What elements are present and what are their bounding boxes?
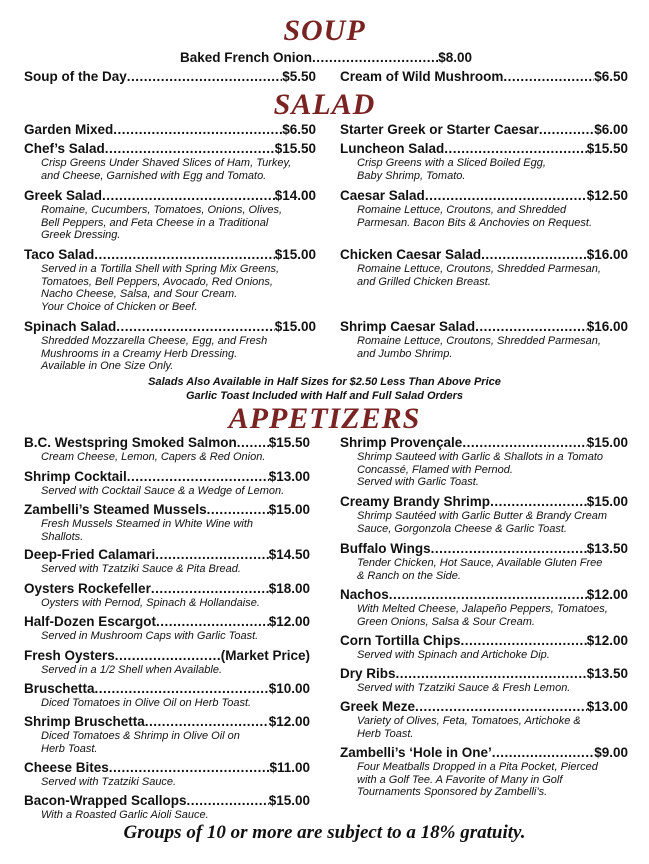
item-name: Buffalo Wings bbox=[340, 541, 431, 556]
item-price: $12.50 bbox=[586, 188, 628, 203]
soup-of-the-day bbox=[24, 69, 316, 85]
app-steamed-mussels bbox=[24, 502, 310, 543]
item-name: Shrimp Cocktail bbox=[24, 469, 127, 484]
item-description: Diced Tomatoes & Shrimp in Olive Oil on Herb Toast. bbox=[41, 730, 240, 755]
item-price: $9.00 bbox=[594, 745, 628, 760]
item-name: Zambelli’s ‘Hole in One’ bbox=[340, 745, 492, 760]
salad-chefs-salad bbox=[24, 141, 316, 182]
item-name: Nachos bbox=[340, 587, 389, 602]
salad-caesar-salad bbox=[340, 188, 628, 229]
item-price: $12.00 bbox=[268, 614, 310, 629]
item-price: $6.00 bbox=[594, 122, 628, 137]
app-greek-meze bbox=[340, 699, 628, 740]
item-name: Starter Greek or Starter Caesar bbox=[340, 122, 539, 137]
item-description: Served with Tzatziki Sauce & Pita Bread. bbox=[41, 563, 241, 575]
app-shrimp-provencale bbox=[340, 435, 628, 489]
item-description: Crisp Greens with a Sliced Boiled Egg, Baby Shrimp, Tomato. bbox=[357, 157, 546, 182]
soup-title: SOUP bbox=[283, 14, 366, 47]
item-description: Variety of Olives, Feta, Tomatoes, Artichoke & Herb Toast. bbox=[357, 715, 581, 740]
salad-title: SALAD bbox=[273, 88, 376, 121]
item-price: $12.00 bbox=[268, 714, 310, 729]
item-name: Fresh Oysters bbox=[24, 648, 115, 663]
salad-spinach-salad bbox=[24, 319, 316, 373]
item-description: Romaine Lettuce, Croutons, and Shredded Parmesan. Bacon Bits & Anchovies on Request. bbox=[357, 204, 592, 229]
item-price: $14.00 bbox=[274, 188, 316, 203]
app-cheese-bites bbox=[24, 760, 310, 789]
soup-baked-french-onion bbox=[180, 50, 472, 66]
item-price: $15.00 bbox=[268, 502, 310, 517]
item-description: Shredded Mozzarella Cheese, Egg, and Fresh Mushrooms in a Creamy Herb Dressing. Available in One Size Only. bbox=[41, 335, 268, 372]
salad-garlic-toast-note: Garlic Toast Included with Half and Full Salad Orders bbox=[185, 390, 464, 402]
gratuity-footer: Groups of 10 or more are subject to a 18% gratuity. bbox=[123, 822, 526, 843]
app-dry-ribs bbox=[340, 666, 628, 695]
item-name: Baked French Onion bbox=[180, 50, 313, 65]
item-description: Served with Tzatziki Sauce & Fresh Lemon. bbox=[357, 682, 571, 694]
item-name: Bacon-Wrapped Scallops bbox=[24, 793, 187, 808]
item-description: With Melted Cheese, Jalapeño Peppers, Tomatoes, Green Onions, Salsa & Sour Cream. bbox=[357, 603, 608, 628]
item-name: Taco Salad bbox=[24, 247, 95, 262]
item-price: $15.00 bbox=[274, 319, 316, 334]
app-deep-fried-calamari bbox=[24, 547, 310, 576]
item-name: Cheese Bites bbox=[24, 760, 109, 775]
item-description: Crisp Greens Under Shaved Slices of Ham, Turkey, and Cheese, Garnished with Egg and Tomato. bbox=[41, 157, 292, 182]
item-price: $12.00 bbox=[586, 633, 628, 648]
item-price: $15.00 bbox=[586, 494, 628, 509]
item-name: Shrimp Bruschetta bbox=[24, 714, 145, 729]
item-price: $6.50 bbox=[594, 69, 628, 84]
item-description: Served with Spinach and Artichoke Dip. bbox=[357, 649, 550, 661]
item-name: Greek Meze bbox=[340, 699, 416, 714]
salad-luncheon-salad bbox=[340, 141, 628, 182]
item-description: Served in a 1/2 Shell when Available. bbox=[41, 664, 223, 676]
item-description: Romaine, Cucumbers, Tomatoes, Onions, Olives, Bell Peppers, and Feta Cheese in a Traditional Greek Dressing. bbox=[41, 204, 283, 241]
app-hole-in-one bbox=[340, 745, 628, 799]
item-description: Served with Cocktail Sauce & a Wedge of Lemon. bbox=[41, 485, 285, 497]
item-price: $10.00 bbox=[268, 681, 310, 696]
item-description: Four Meatballs Dropped in a Pita Pocket, Pierced with a Golf Tee. A Favorite of Many in Golf Tournaments Sponsored by Zambelli’s. bbox=[357, 761, 598, 798]
item-description: Served in a Tortilla Shell with Spring Mix Greens, Tomatoes, Bell Peppers, Avocado, Red Onions, Nacho Cheese, Salsa, and Sour Cream. Your Choice of Chicken or Beef. bbox=[41, 263, 280, 313]
item-description: Diced Tomatoes in Olive Oil on Herb Toast. bbox=[41, 697, 252, 709]
item-name: Shrimp Caesar Salad bbox=[340, 319, 476, 334]
item-name: Deep-Fried Calamari bbox=[24, 547, 156, 562]
item-name: Half-Dozen Escargot bbox=[24, 614, 157, 629]
item-price: $15.00 bbox=[268, 793, 310, 808]
item-price: $11.00 bbox=[269, 760, 310, 775]
item-price: $16.00 bbox=[586, 247, 628, 262]
item-price: $15.50 bbox=[268, 435, 310, 450]
item-price: $13.50 bbox=[586, 541, 628, 556]
item-name: Spinach Salad bbox=[24, 319, 117, 334]
app-half-dozen-escargot bbox=[24, 614, 310, 643]
salad-shrimp-caesar bbox=[340, 319, 628, 360]
item-description: Fresh Mussels Steamed in White Wine with Shallots. bbox=[41, 518, 254, 543]
item-description: Cream Cheese, Lemon, Capers & Red Onion. bbox=[41, 451, 266, 463]
salad-greek-salad bbox=[24, 188, 316, 242]
item-name: Cream of Wild Mushroom bbox=[340, 69, 504, 84]
app-nachos bbox=[340, 587, 628, 628]
app-shrimp-bruschetta bbox=[24, 714, 310, 755]
item-price: $6.50 bbox=[282, 122, 316, 137]
item-name: Creamy Brandy Shrimp bbox=[340, 494, 491, 509]
soup-cream-of-wild-mushroom bbox=[340, 69, 628, 85]
item-price: $18.00 bbox=[268, 581, 310, 596]
item-price: $16.00 bbox=[586, 319, 628, 334]
salad-half-size-note: Salads Also Available in Half Sizes for $2.50 Less Than Above Price bbox=[148, 376, 501, 388]
app-fresh-oysters bbox=[24, 648, 310, 677]
item-name: Luncheon Salad bbox=[340, 141, 445, 156]
item-description: Romaine Lettuce, Croutons, Shredded Parmesan, and Jumbo Shrimp. bbox=[357, 335, 601, 360]
item-name: Greek Salad bbox=[24, 188, 103, 203]
item-price: $15.00 bbox=[274, 247, 316, 262]
item-price: $13.00 bbox=[268, 469, 310, 484]
item-name: Garden Mixed bbox=[24, 122, 114, 137]
item-price: $13.50 bbox=[586, 666, 628, 681]
salad-taco-salad bbox=[24, 247, 316, 313]
item-name: Chef’s Salad bbox=[24, 141, 105, 156]
item-price: $13.00 bbox=[586, 699, 628, 714]
item-description: Romaine Lettuce, Croutons, Shredded Parmesan, and Grilled Chicken Breast. bbox=[357, 263, 601, 288]
item-name: Zambelli’s Steamed Mussels bbox=[24, 502, 207, 517]
item-price: $12.00 bbox=[586, 587, 628, 602]
salad-starter-greek-caesar bbox=[340, 122, 628, 138]
item-description: Shrimp Sautéed with Garlic Butter & Brandy Cream Sauce, Gorgonzola Cheese & Garlic Toast. bbox=[357, 510, 608, 535]
item-name: Chicken Caesar Salad bbox=[340, 247, 482, 262]
item-price: (Market Price) bbox=[220, 648, 310, 663]
app-corn-tortilla-chips bbox=[340, 633, 628, 662]
item-name: Caesar Salad bbox=[340, 188, 425, 203]
app-shrimp-cocktail bbox=[24, 469, 310, 498]
appetizers-title: APPETIZERS bbox=[228, 402, 421, 435]
item-name: B.C. Westspring Smoked Salmon bbox=[24, 435, 237, 450]
item-name: Shrimp Provençale bbox=[340, 435, 463, 450]
item-price: $8.00 bbox=[438, 50, 472, 65]
item-description: Oysters with Pernod, Spinach & Hollandaise. bbox=[41, 597, 260, 609]
item-price: $5.50 bbox=[282, 69, 316, 84]
item-description: Shrimp Sauteed with Garlic & Shallots in a Tomato Concassé, Flamed with Pernod. Served with Garlic Toast. bbox=[357, 451, 603, 488]
item-name: Oysters Rockefeller bbox=[24, 581, 151, 596]
item-name: Corn Tortilla Chips bbox=[340, 633, 461, 648]
salad-chicken-caesar bbox=[340, 247, 628, 288]
item-name: Bruschetta bbox=[24, 681, 95, 696]
item-price: $15.50 bbox=[274, 141, 316, 156]
app-bacon-wrapped-scallops bbox=[24, 793, 310, 822]
item-price: $15.00 bbox=[586, 435, 628, 450]
item-description: Tender Chicken, Hot Sauce, Available Gluten Free & Ranch on the Side. bbox=[357, 557, 603, 582]
app-bruschetta bbox=[24, 681, 310, 710]
app-smoked-salmon bbox=[24, 435, 310, 464]
item-description: Served in Mushroom Caps with Garlic Toast. bbox=[41, 630, 259, 642]
app-oysters-rockefeller bbox=[24, 581, 310, 610]
app-creamy-brandy-shrimp bbox=[340, 494, 628, 535]
item-description: Served with Tzatziki Sauce. bbox=[41, 776, 177, 788]
item-name: Soup of the Day bbox=[24, 69, 127, 84]
app-buffalo-wings bbox=[340, 541, 628, 582]
salad-garden-mixed bbox=[24, 122, 316, 138]
item-price: $15.50 bbox=[586, 141, 628, 156]
item-name: Dry Ribs bbox=[340, 666, 396, 681]
item-price: $14.50 bbox=[268, 547, 310, 562]
item-description: With a Roasted Garlic Aioli Sauce. bbox=[41, 809, 209, 821]
